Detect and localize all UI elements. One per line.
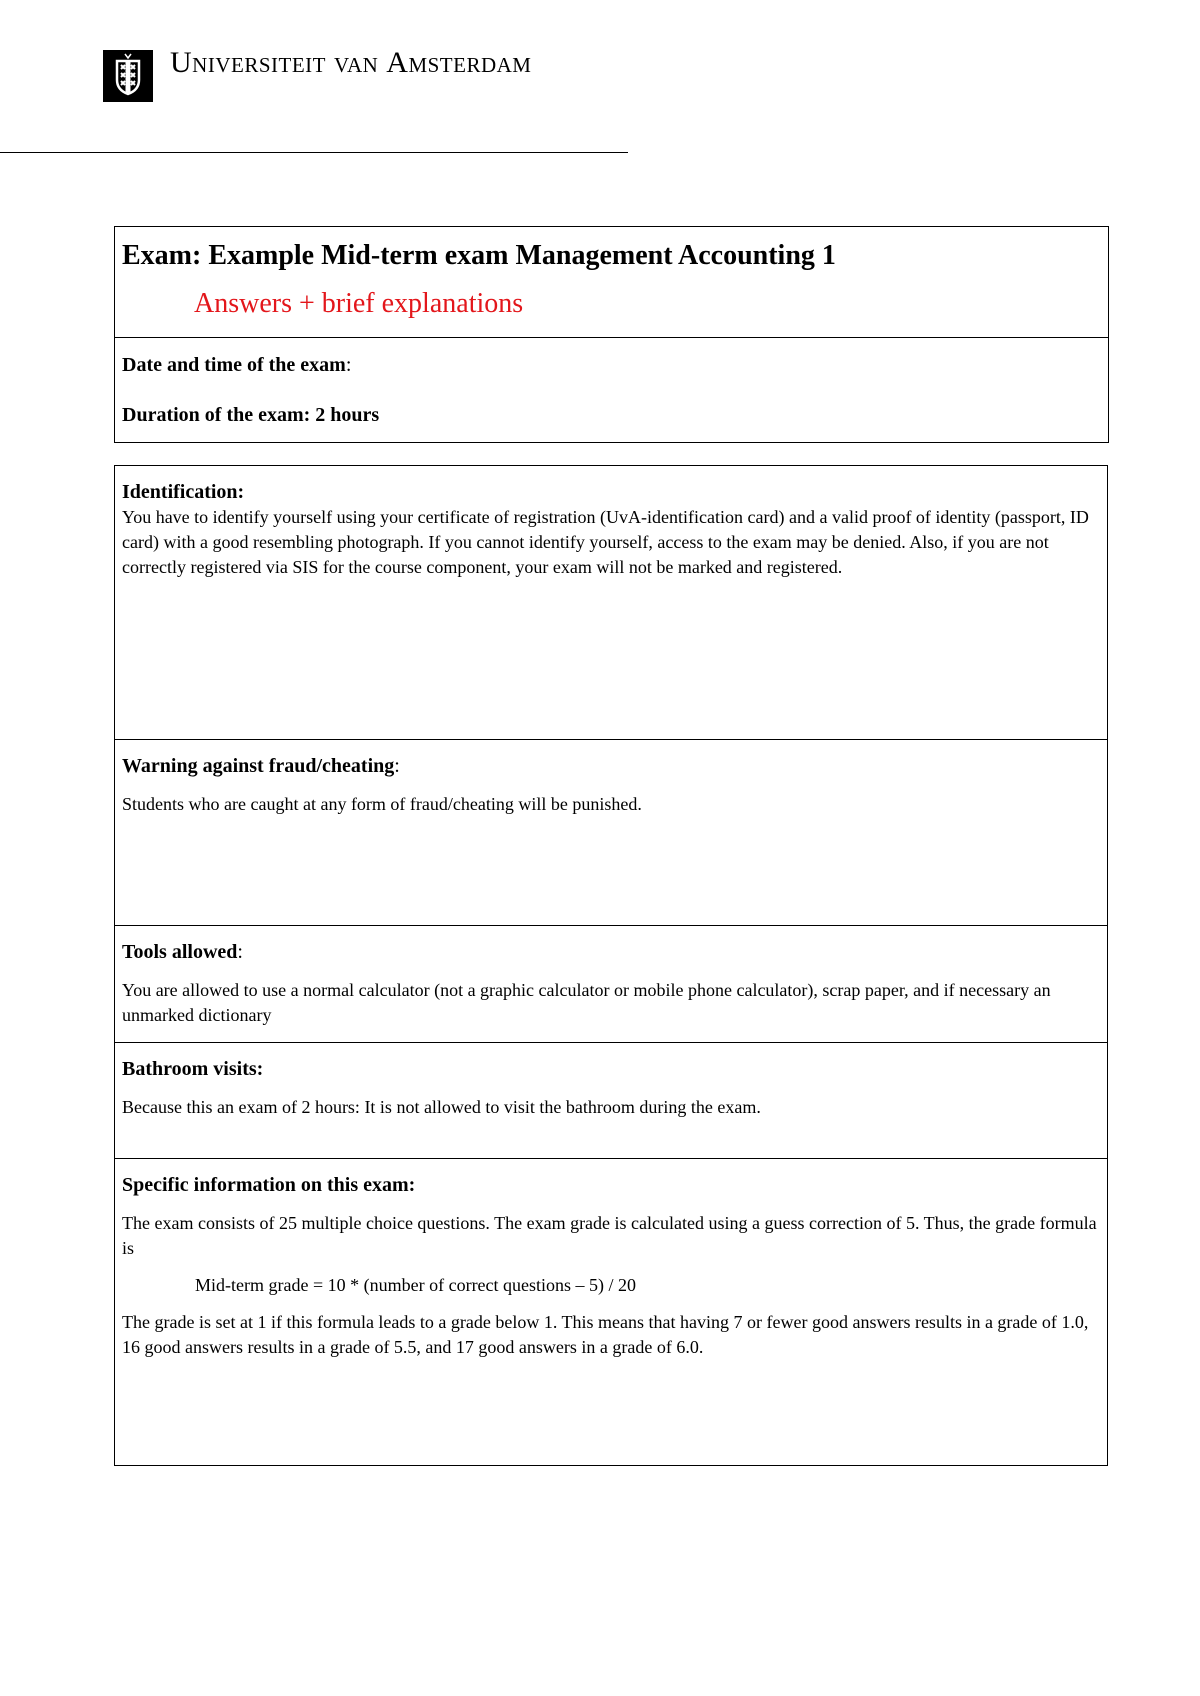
fraud-text: Students who are caught at any form of fraud/cheating will be punished. xyxy=(122,794,642,814)
exam-info-cell xyxy=(115,338,1108,427)
fraud-heading-line xyxy=(122,754,1099,778)
fraud-section xyxy=(115,740,1107,926)
identification-text: You have to identify yourself using your certificate of registration (UvA-identification card) and a valid proof of identity (passport, ID card) with a good resembling photograph. If you cannot identify yourself, access to the exam may be denied. Also, if you are not correctly registered via SIS for the course component, your exam will not be marked and registered. xyxy=(122,507,1089,577)
university-name-part1: niversiteit van xyxy=(192,46,387,79)
tools-heading-line xyxy=(122,940,1099,964)
university-name xyxy=(170,46,531,80)
exam-duration: Duration of the exam: 2 hours xyxy=(122,404,380,426)
exam-title-cell xyxy=(115,227,1108,338)
tools-section xyxy=(115,926,1107,1043)
university-name-part2: msterdam xyxy=(408,46,532,79)
fraud-heading: Warning against fraud/cheating xyxy=(122,755,395,777)
bathroom-heading: Bathroom visits: xyxy=(122,1058,264,1080)
university-name-u: U xyxy=(170,46,193,79)
exam-title: Exam: Example Mid-term exam Management Accounting 1 xyxy=(122,240,836,271)
exam-rules-box xyxy=(114,465,1108,1466)
tools-text: You are allowed to use a normal calculator (not a graphic calculator or mobile phone calculator), scrap paper, and if necessary an unmarked dictionary xyxy=(122,980,1051,1025)
identification-heading: Identification: xyxy=(122,481,245,503)
exam-date-line xyxy=(122,353,1108,377)
university-logo xyxy=(103,50,153,102)
exam-subtitle: Answers + brief explanations xyxy=(194,288,524,319)
tools-heading: Tools allowed xyxy=(122,941,238,963)
bathroom-text: Because this an exam of 2 hours: It is not allowed to visit the bathroom during the exam. xyxy=(122,1097,761,1117)
specific-info-text-1: The exam consists of 25 multiple choice questions. The exam grade is calculated using a guess correction of 5. Thus, the grade formula is xyxy=(122,1213,1097,1258)
uva-crest-icon xyxy=(103,50,153,102)
header-divider xyxy=(0,152,628,153)
identification-section xyxy=(115,466,1107,740)
specific-info-heading: Specific information on this exam: xyxy=(122,1174,416,1196)
exam-date-label: Date and time of the exam xyxy=(122,354,346,376)
exam-title-box xyxy=(114,226,1109,443)
tools-heading-colon: : xyxy=(237,941,243,963)
grade-formula: Mid-term grade = 10 * (number of correct questions – 5) / 20 xyxy=(195,1275,637,1295)
specific-info-text-2: The grade is set at 1 if this formula leads to a grade below 1. This means that having 7 or fewer good answers results in a grade of 1.0, 16 good answers results in a grade of 5.5, and 17 good answers in a grade of 6.0. xyxy=(122,1312,1089,1357)
university-name-a: A xyxy=(386,46,409,79)
specific-info-section xyxy=(115,1159,1107,1464)
fraud-heading-colon: : xyxy=(394,755,400,777)
bathroom-section xyxy=(115,1043,1107,1159)
exam-date-colon: : xyxy=(345,354,352,376)
